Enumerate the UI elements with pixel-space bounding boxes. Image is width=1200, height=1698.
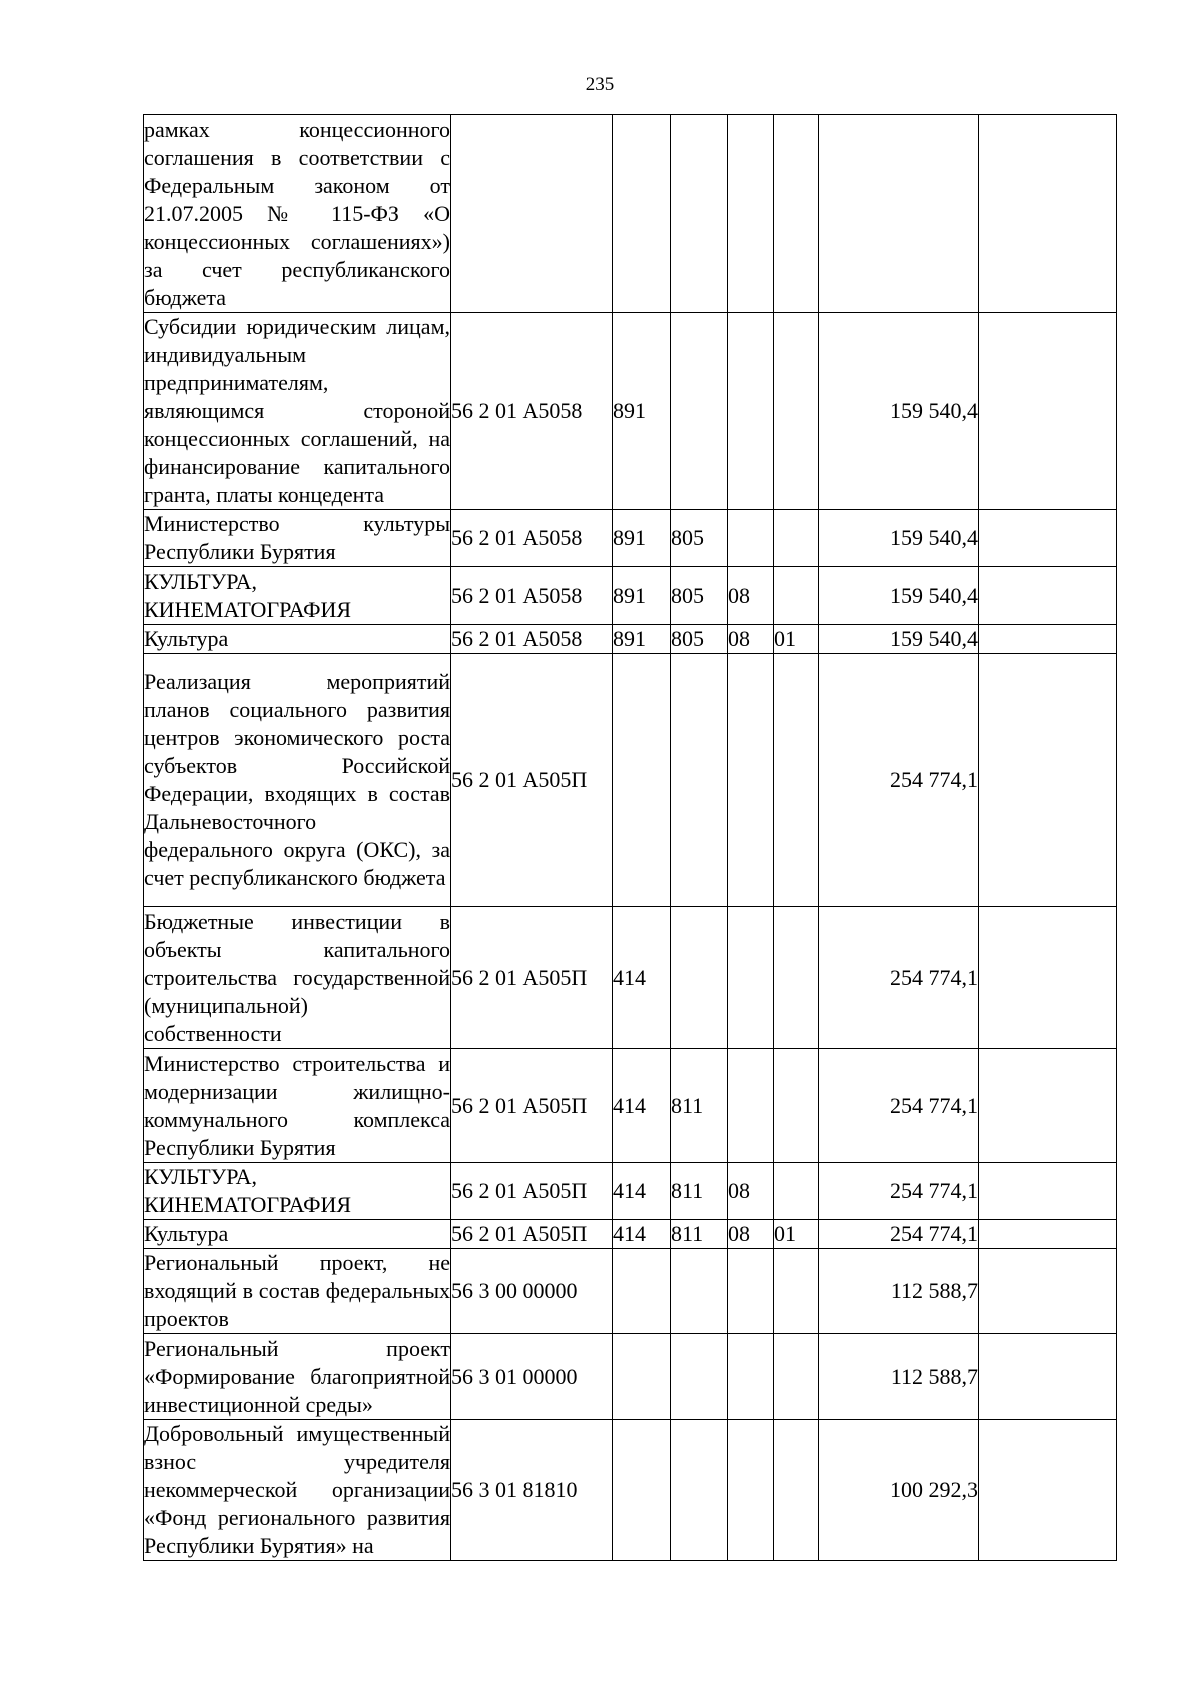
- row-name: Культура: [144, 625, 451, 654]
- row-amount: 254 774,1: [819, 654, 979, 907]
- table-row: [144, 625, 1117, 654]
- row-empty-cell: [979, 1049, 1117, 1163]
- row-empty-cell: [979, 625, 1117, 654]
- row-rz: [728, 510, 774, 567]
- row-pr: [774, 1249, 819, 1334]
- row-grbs: [671, 1249, 728, 1334]
- row-rz: 08: [728, 625, 774, 654]
- row-vr: 891: [613, 313, 671, 510]
- row-vr: [613, 1420, 671, 1561]
- row-code: 56 2 01 А5058: [451, 625, 613, 654]
- table-row: [144, 907, 1117, 1049]
- row-vr: 414: [613, 1220, 671, 1249]
- row-grbs: 805: [671, 567, 728, 625]
- row-amount: 100 292,3: [819, 1420, 979, 1561]
- row-vr: 891: [613, 510, 671, 567]
- row-pr: [774, 313, 819, 510]
- table-row: [144, 1163, 1117, 1220]
- row-empty-cell: [979, 1249, 1117, 1334]
- row-code: 56 3 01 00000: [451, 1334, 613, 1420]
- row-rz: [728, 313, 774, 510]
- row-code: 56 2 01 А505П: [451, 654, 613, 907]
- table-row: [144, 313, 1117, 510]
- row-pr: [774, 1420, 819, 1561]
- row-grbs: 811: [671, 1163, 728, 1220]
- row-empty-cell: [979, 1220, 1117, 1249]
- row-rz: [728, 654, 774, 907]
- row-rz: [728, 1334, 774, 1420]
- row-name: КУЛЬТУРА, КИНЕМАТОГРАФИЯ: [144, 1163, 451, 1220]
- table-row: [144, 1220, 1117, 1249]
- table-row: [144, 115, 1117, 313]
- table-row: [144, 1049, 1117, 1163]
- row-empty-cell: [979, 1163, 1117, 1220]
- row-grbs: [671, 654, 728, 907]
- row-vr: [613, 654, 671, 907]
- row-empty-cell: [979, 907, 1117, 1049]
- row-name: Бюджетные инвестиции в объекты капитального строительства государственной (муниципальной) собственности: [144, 907, 451, 1049]
- row-rz: 08: [728, 1163, 774, 1220]
- row-amount: [819, 115, 979, 313]
- row-name: Министерство строительства и модернизации жилищно-коммунального комплекса Республики Бурятия: [144, 1049, 451, 1163]
- row-name: Субсидии юридическим лицам, индивидуальным предпринимателям, являющимся стороной концессионных соглашений, на финансирование капитального гранта, платы концедента: [144, 313, 451, 510]
- table-row: [144, 1334, 1117, 1420]
- row-code: 56 2 01 А505П: [451, 1220, 613, 1249]
- row-pr: [774, 567, 819, 625]
- row-rz: 08: [728, 1220, 774, 1249]
- row-empty-cell: [979, 654, 1117, 907]
- page-number: 235: [585, 74, 615, 95]
- row-code: [451, 115, 613, 313]
- row-grbs: 805: [671, 625, 728, 654]
- row-rz: [728, 1249, 774, 1334]
- row-empty-cell: [979, 115, 1117, 313]
- row-pr: [774, 1334, 819, 1420]
- row-amount: 254 774,1: [819, 1220, 979, 1249]
- row-pr: [774, 907, 819, 1049]
- row-vr: 891: [613, 625, 671, 654]
- row-grbs: [671, 1334, 728, 1420]
- row-empty-cell: [979, 510, 1117, 567]
- row-vr: [613, 1249, 671, 1334]
- row-name: Реализация мероприятий планов социального развития центров экономического роста субъектов Российской Федерации, входящих в состав Дальневосточного федерального округа (ОКС), за счет республиканского бюджета: [144, 654, 451, 907]
- table-row: [144, 1420, 1117, 1561]
- row-name: Региональный проект, не входящий в состав федеральных проектов: [144, 1249, 451, 1334]
- row-pr: 01: [774, 1220, 819, 1249]
- row-grbs: [671, 313, 728, 510]
- row-rz: [728, 1049, 774, 1163]
- row-grbs: 805: [671, 510, 728, 567]
- row-pr: [774, 510, 819, 567]
- row-pr: [774, 1163, 819, 1220]
- row-amount: 254 774,1: [819, 1049, 979, 1163]
- row-code: 56 2 01 А5058: [451, 313, 613, 510]
- row-grbs: [671, 115, 728, 313]
- row-pr: [774, 1049, 819, 1163]
- row-amount: 112 588,7: [819, 1249, 979, 1334]
- table-row: [144, 654, 1117, 907]
- row-amount: 159 540,4: [819, 313, 979, 510]
- row-vr: 414: [613, 1049, 671, 1163]
- row-pr: [774, 115, 819, 313]
- row-empty-cell: [979, 567, 1117, 625]
- row-name: Региональный проект «Формирование благоприятной инвестиционной среды»: [144, 1334, 451, 1420]
- row-name: Культура: [144, 1220, 451, 1249]
- row-code: 56 2 01 А505П: [451, 1049, 613, 1163]
- row-vr: 414: [613, 1163, 671, 1220]
- row-grbs: 811: [671, 1049, 728, 1163]
- row-code: 56 3 01 81810: [451, 1420, 613, 1561]
- row-rz: [728, 115, 774, 313]
- row-rz: [728, 907, 774, 1049]
- row-name: КУЛЬТУРА, КИНЕМАТОГРАФИЯ: [144, 567, 451, 625]
- row-code: 56 2 01 А5058: [451, 567, 613, 625]
- table-row: [144, 1249, 1117, 1334]
- row-name: Министерство культуры Республики Бурятия: [144, 510, 451, 567]
- row-rz: 08: [728, 567, 774, 625]
- row-code: 56 2 01 А505П: [451, 907, 613, 1049]
- row-code: 56 3 00 00000: [451, 1249, 613, 1334]
- row-amount: 254 774,1: [819, 907, 979, 1049]
- row-amount: 159 540,4: [819, 510, 979, 567]
- row-vr: [613, 115, 671, 313]
- budget-table: [143, 114, 1117, 1561]
- row-vr: 414: [613, 907, 671, 1049]
- row-grbs: [671, 1420, 728, 1561]
- row-grbs: 811: [671, 1220, 728, 1249]
- row-empty-cell: [979, 313, 1117, 510]
- row-amount: 159 540,4: [819, 567, 979, 625]
- row-grbs: [671, 907, 728, 1049]
- row-empty-cell: [979, 1420, 1117, 1561]
- row-code: 56 2 01 А5058: [451, 510, 613, 567]
- row-vr: 891: [613, 567, 671, 625]
- row-name: Добровольный имущественный взнос учредителя некоммерческой организации «Фонд регионального развития Республики Бурятия» на: [144, 1420, 451, 1561]
- table-row: [144, 567, 1117, 625]
- row-code: 56 2 01 А505П: [451, 1163, 613, 1220]
- row-rz: [728, 1420, 774, 1561]
- row-pr: [774, 654, 819, 907]
- row-name: рамках концессионного соглашения в соответствии с Федеральным законом от 21.07.2005 № 115-ФЗ «О концессионных соглашениях») за счет республиканского бюджета: [144, 115, 451, 313]
- row-vr: [613, 1334, 671, 1420]
- row-empty-cell: [979, 1334, 1117, 1420]
- table-row: [144, 510, 1117, 567]
- row-amount: 159 540,4: [819, 625, 979, 654]
- row-amount: 112 588,7: [819, 1334, 979, 1420]
- row-amount: 254 774,1: [819, 1163, 979, 1220]
- row-pr: 01: [774, 625, 819, 654]
